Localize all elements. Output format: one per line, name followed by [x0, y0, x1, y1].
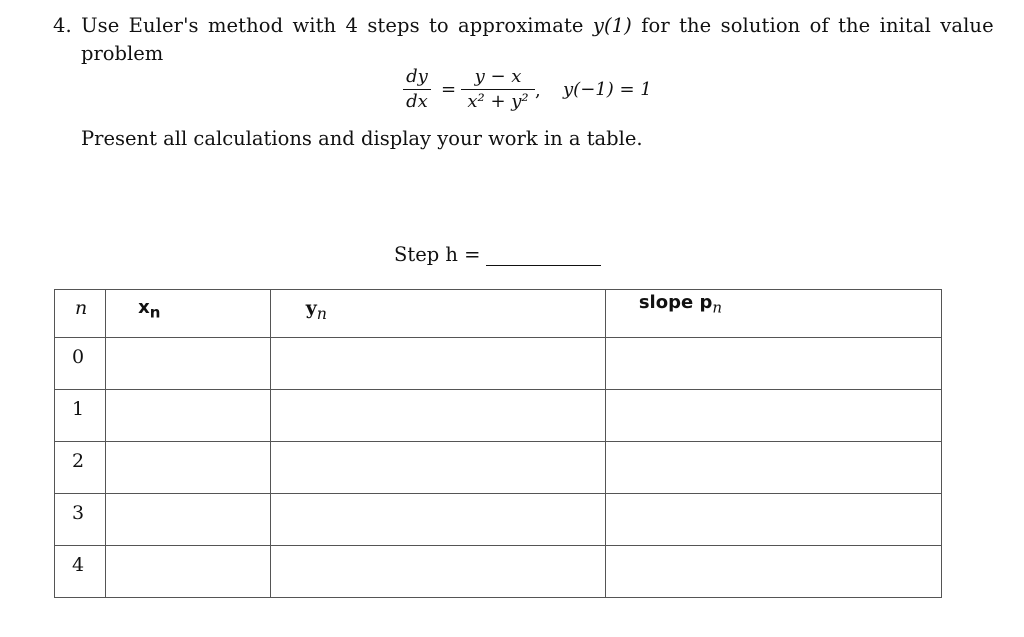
header-x-subscript: n	[149, 303, 161, 322]
problem-text-end: for the solution of the inital value	[631, 14, 994, 37]
cell-x[interactable]	[106, 338, 271, 390]
cell-x[interactable]	[106, 390, 271, 442]
cell-y[interactable]	[270, 338, 605, 390]
cell-slope[interactable]	[605, 390, 941, 442]
equation-comma: ,	[535, 80, 541, 101]
cell-slope[interactable]	[605, 442, 941, 494]
header-slope-label	[606, 290, 941, 317]
header-x-text: x	[138, 297, 150, 318]
rhs-numerator: y − x	[474, 66, 522, 87]
problem-statement-line2: problem	[81, 42, 164, 65]
header-slope-subscript: n	[712, 298, 723, 317]
cell-x[interactable]	[106, 546, 271, 598]
cell-y[interactable]	[270, 494, 605, 546]
derivative-numerator: dy	[406, 66, 428, 87]
cell-y[interactable]	[270, 442, 605, 494]
cell-y[interactable]	[270, 546, 605, 598]
header-slope	[605, 290, 941, 338]
cell-slope[interactable]	[605, 494, 941, 546]
cell-slope[interactable]	[605, 338, 941, 390]
header-n	[55, 290, 106, 338]
header-y-subscript: n	[316, 303, 327, 323]
row-index: 2	[72, 449, 85, 472]
header-y	[270, 290, 605, 338]
initial-condition: y(−1) = 1	[563, 79, 652, 100]
cell-x[interactable]	[106, 442, 271, 494]
cell-n	[55, 390, 106, 442]
header-x-label	[106, 290, 270, 322]
target-value: y(1)	[592, 14, 632, 37]
header-x	[106, 290, 271, 338]
row-index: 1	[72, 397, 85, 420]
problem-text-start: 4. Use Euler's method with 4 steps to approximate	[53, 14, 593, 37]
table-row	[55, 390, 942, 442]
rhs-denominator: x² + y²	[467, 91, 529, 112]
table-row	[55, 494, 942, 546]
cell-x[interactable]	[106, 494, 271, 546]
step-size-label: Step h =	[394, 243, 481, 266]
derivative-denominator: dx	[406, 91, 428, 112]
row-index: 4	[72, 553, 85, 576]
table-row	[55, 338, 942, 390]
rhs-fraction	[461, 66, 535, 112]
cell-n	[55, 494, 106, 546]
cell-n	[55, 442, 106, 494]
euler-table	[54, 289, 942, 598]
table-row	[55, 442, 942, 494]
cell-slope[interactable]	[605, 546, 941, 598]
equals-sign: =	[441, 79, 457, 100]
table-row	[55, 546, 942, 598]
derivative-fraction	[403, 66, 431, 112]
cell-y[interactable]	[270, 390, 605, 442]
instruction-text: Present all calculations and display your work in a table.	[81, 127, 643, 150]
header-y-label	[271, 290, 605, 323]
row-index: 3	[72, 501, 85, 524]
header-y-text: y	[305, 297, 317, 319]
cell-n	[55, 546, 106, 598]
problem-statement-line1	[53, 14, 994, 37]
header-slope-text: slope p	[638, 292, 713, 313]
table-header-row	[55, 290, 942, 338]
cell-n	[55, 338, 106, 390]
step-size-blank[interactable]	[486, 265, 601, 266]
row-index: 0	[72, 345, 85, 368]
header-n-label: n	[75, 297, 88, 319]
